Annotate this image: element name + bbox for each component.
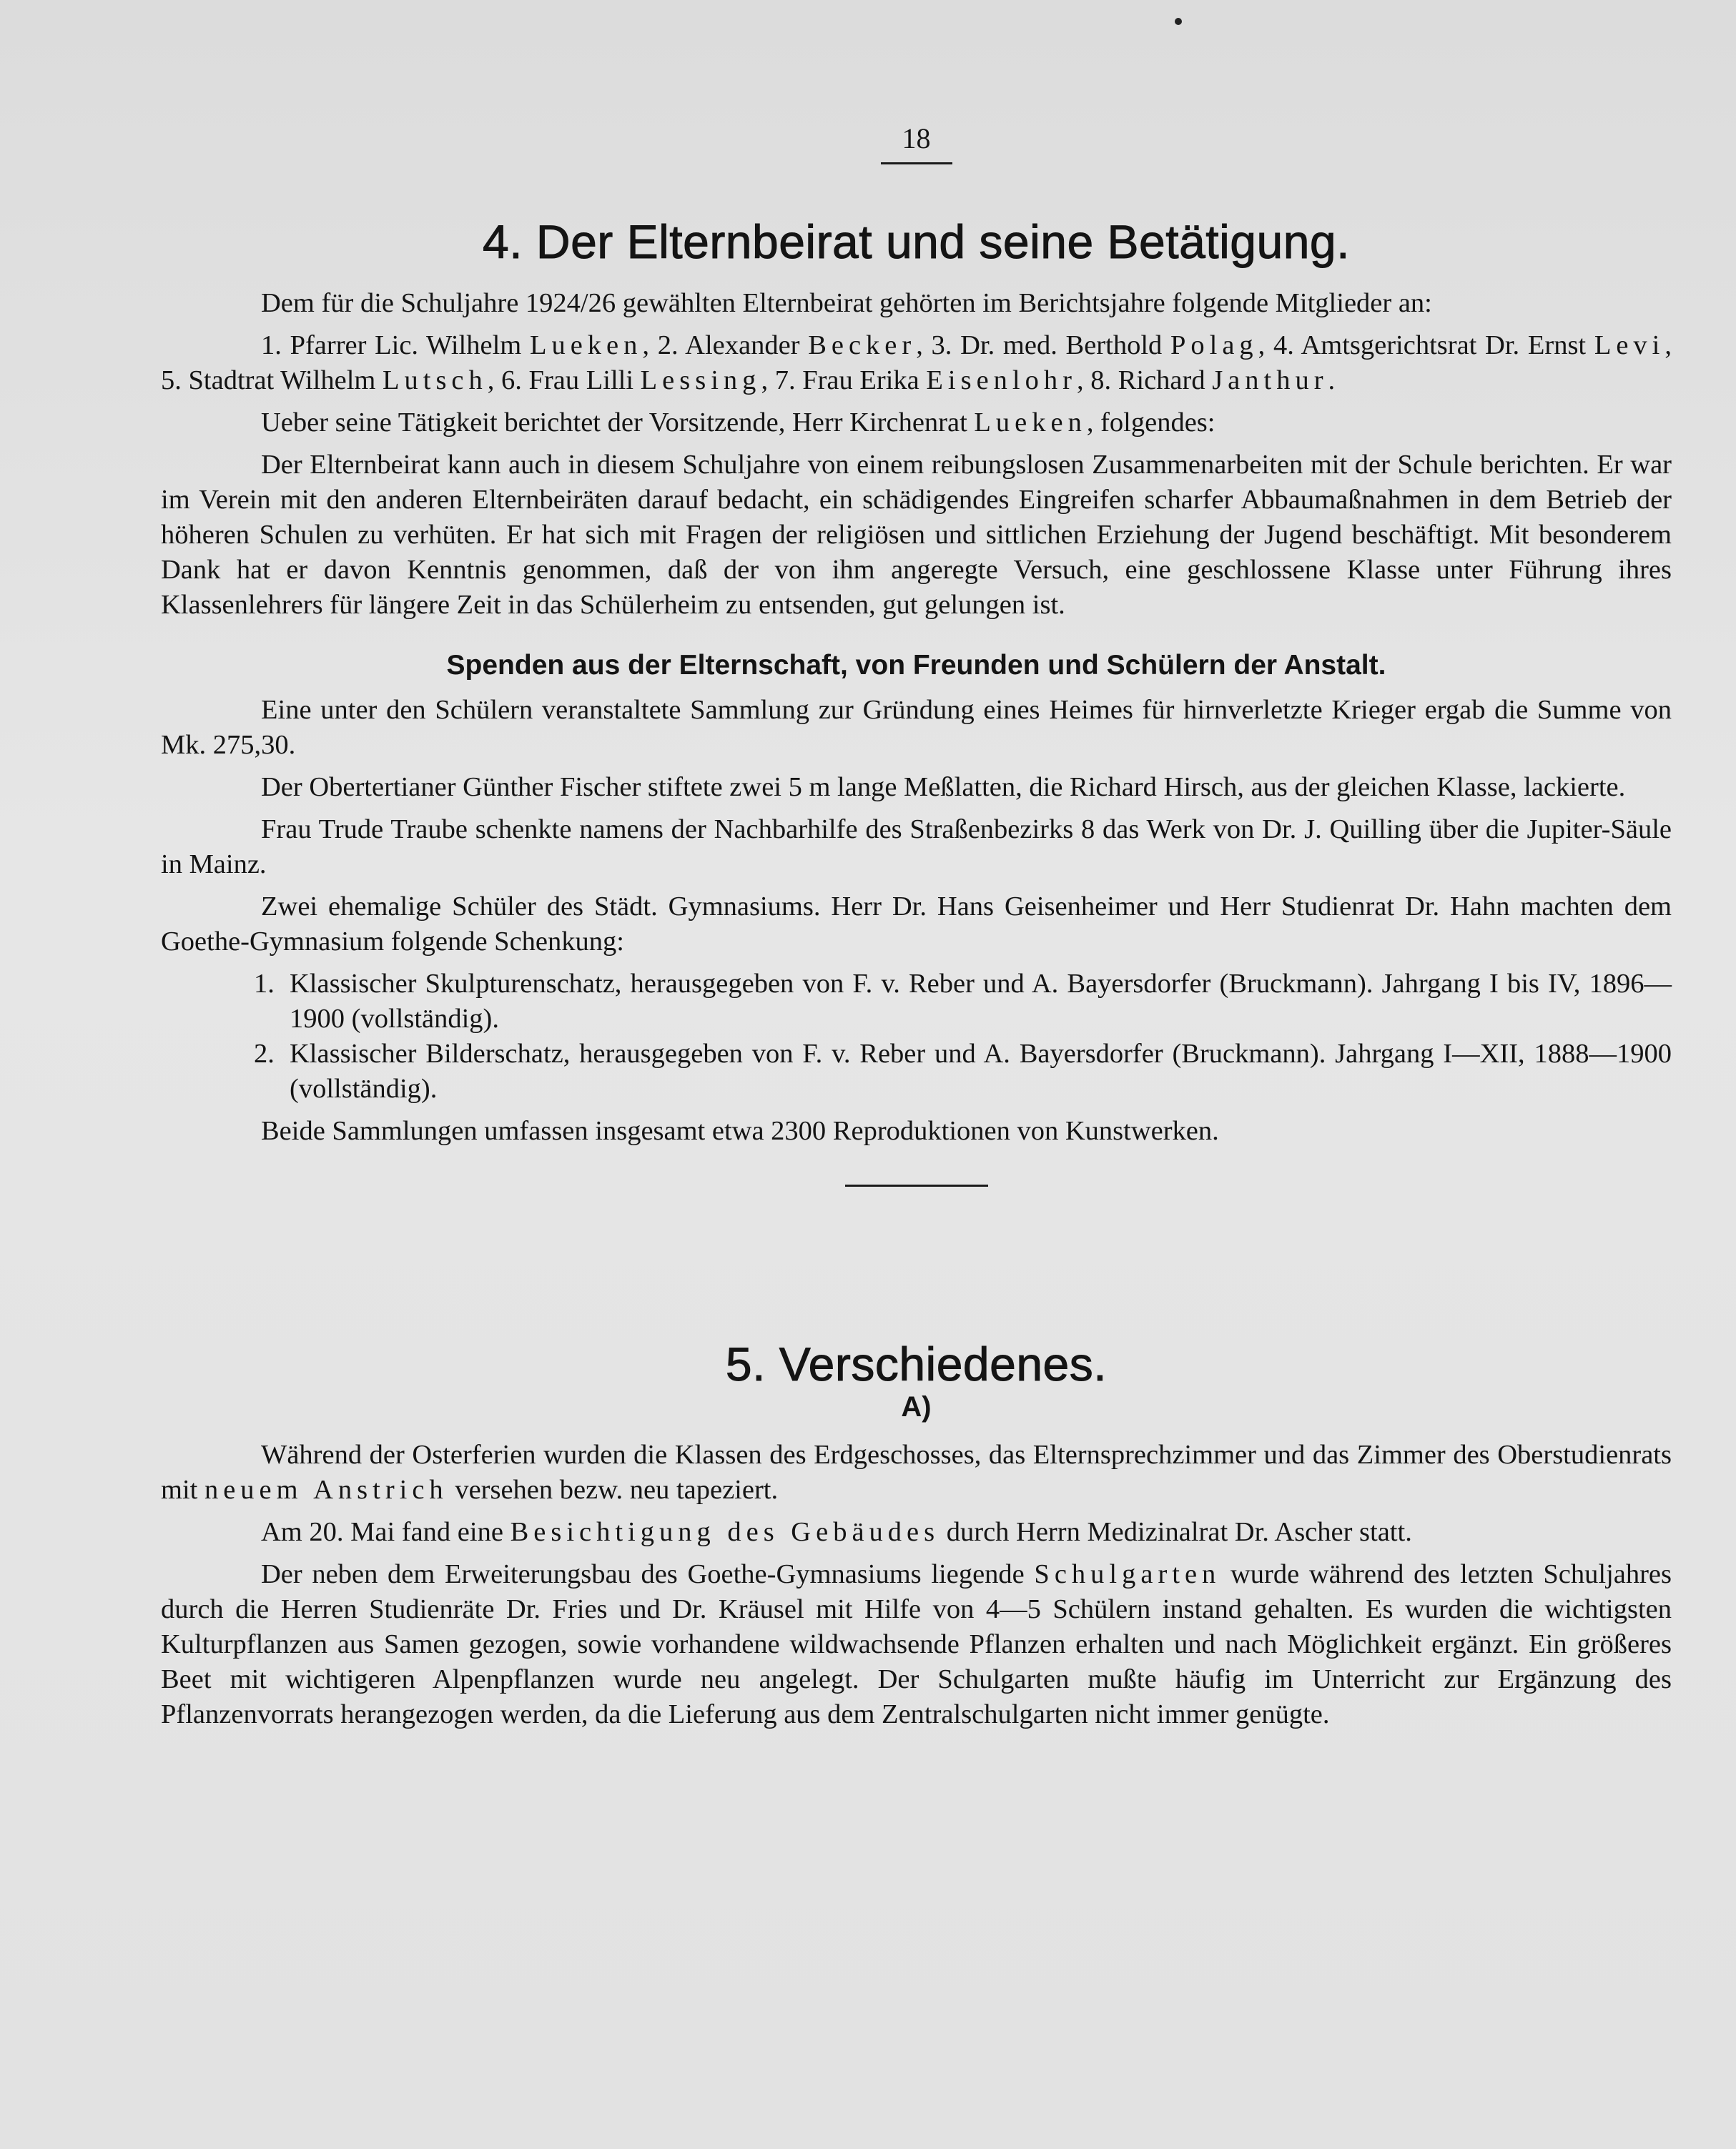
misc-paragraph: Am 20. Mai fand eine Besichtigung des Gebäudes durch Herrn Medizinalrat Dr. Ascher statt. [261,1517,1412,1547]
section-4-title: 4. Der Elternbeirat und seine Betätigung. [483,215,1350,268]
misc-paragraph: Während der Osterferien wurden die Klassen des Erdgeschosses, das Elternsprechzimmer und das Zimmer des Oberstudienrats mit neuem Anstrich versehen bezw. neu tapeziert. [161,1440,1672,1505]
section-divider [845,1185,988,1187]
donation-paragraph: Beide Sammlungen umfassen insgesamt etwa 2300 Reproduktionen von Kunstwerken. [261,1116,1219,1146]
members-intro: Dem für die Schuljahre 1924/26 gewählten Elternbeirat gehörten im Berichtsjahre folgende Mitglieder an: [261,288,1432,318]
report-text: Der Elternbeirat kann auch in diesem Schuljahre von einem reibungslosen Zusammenarbeiten mit der Schule berichten. Er war im Verein mit den anderen Elternbeiräten darauf bedacht, ein schädigendes Eingreifen scharfer Abbaumaßnahmen in dem Betrieb der höheren Schulen zu verhüten. Er hat sich mit Fragen der religiösen und sittlichen Erziehung der Jugend beschäftigt. Mit besonderem Dank hat er davon Kenntnis genommen, daß der von ihm angeregte Versuch, eine geschlossene Klasse unter Führung ihres Klassenlehrers für längere Zeit in das Schülerheim zu entsenden, gut gelungen ist. [161,450,1672,620]
subsection-a-label: A) [901,1391,932,1423]
donation-paragraph: Frau Trude Traube schenkte namens der Nachbarhilfe des Straßenbezirks 8 das Werk von Dr. J. Quilling über die Jupiter-Säule in Mainz. [161,814,1672,879]
donation-paragraph: Eine unter den Schülern veranstaltete Sammlung zur Gründung eines Heimes für hirnverletzte Krieger ergab die Summe von Mk. 275,30. [161,695,1672,760]
scan-speck [1175,18,1182,25]
members-list: 1. Pfarrer Lic. Wilhelm Lueken, 2. Alexander Becker, 3. Dr. med. Berthold Polag, 4. Amtsgerichtsrat Dr. Ernst Levi, 5. Stadtrat Wilhelm Lutsch, 6. Frau Lilli Lessing, 7. Frau Erika Eisenlohr, 8. Richard Janthur. [161,330,1672,395]
donation-paragraph: Zwei ehemalige Schüler des Städt. Gymnasiums. Herr Dr. Hans Geisenheimer und Herr Studienrat Dr. Hahn machten dem Goethe-Gymnasium folgende Schenkung: [161,891,1672,957]
donation-list-item: 2. Klassischer Bilderschatz, herausgegeben von F. v. Reber und A. Bayersdorfer (Bruckmann). Jahrgang I—XII, 1888—1900 (vollständig). [254,1039,1672,1104]
donation-paragraph: Der Obertertianer Günther Fischer stiftete zwei 5 m lange Meßlatten, die Richard Hirsch, aus der gleichen Klasse, lackierte. [261,772,1626,802]
donation-list-item: 1. Klassischer Skulpturenschatz, herausgegeben von F. v. Reber und A. Bayersdorfer (Bruckmann). Jahrgang I bis IV, 1896—1900 (vollständig). [254,969,1672,1034]
donations-heading: Spenden aus der Elternschaft, von Freunden und Schülern der Anstalt. [446,650,1386,681]
page-number: 18 [161,122,1672,164]
misc-paragraph: Der neben dem Erweiterungsbau des Goethe-Gymnasiums liegende Schulgarten wurde während des letzten Schuljahres durch die Herren Studienräte Dr. Fries und Dr. Kräusel mit Hilfe von 4—5 Schülern instand gehalten. Es wurden die wichtigsten Kulturpflanzen aus Samen gezogen, sowie vorhandene wildwachsende Pflanzen erhalten und nach Möglichkeit ergänzt. Ein größeres Beet mit wichtigeren Alpenpflanzen wurde neu angelegt. Der Schulgarten mußte häufig im Unterricht zur Ergänzung des Pflanzenvorrats herangezogen werden, da die Lieferung aus dem Zentralschulgarten nicht immer genügte. [161,1559,1672,1729]
report-intro: Ueber seine Tätigkeit berichtet der Vorsitzende, Herr Kirchenrat Lueken, folgendes: [261,407,1215,438]
section-5-title: 5. Verschiedenes. [725,1338,1108,1390]
